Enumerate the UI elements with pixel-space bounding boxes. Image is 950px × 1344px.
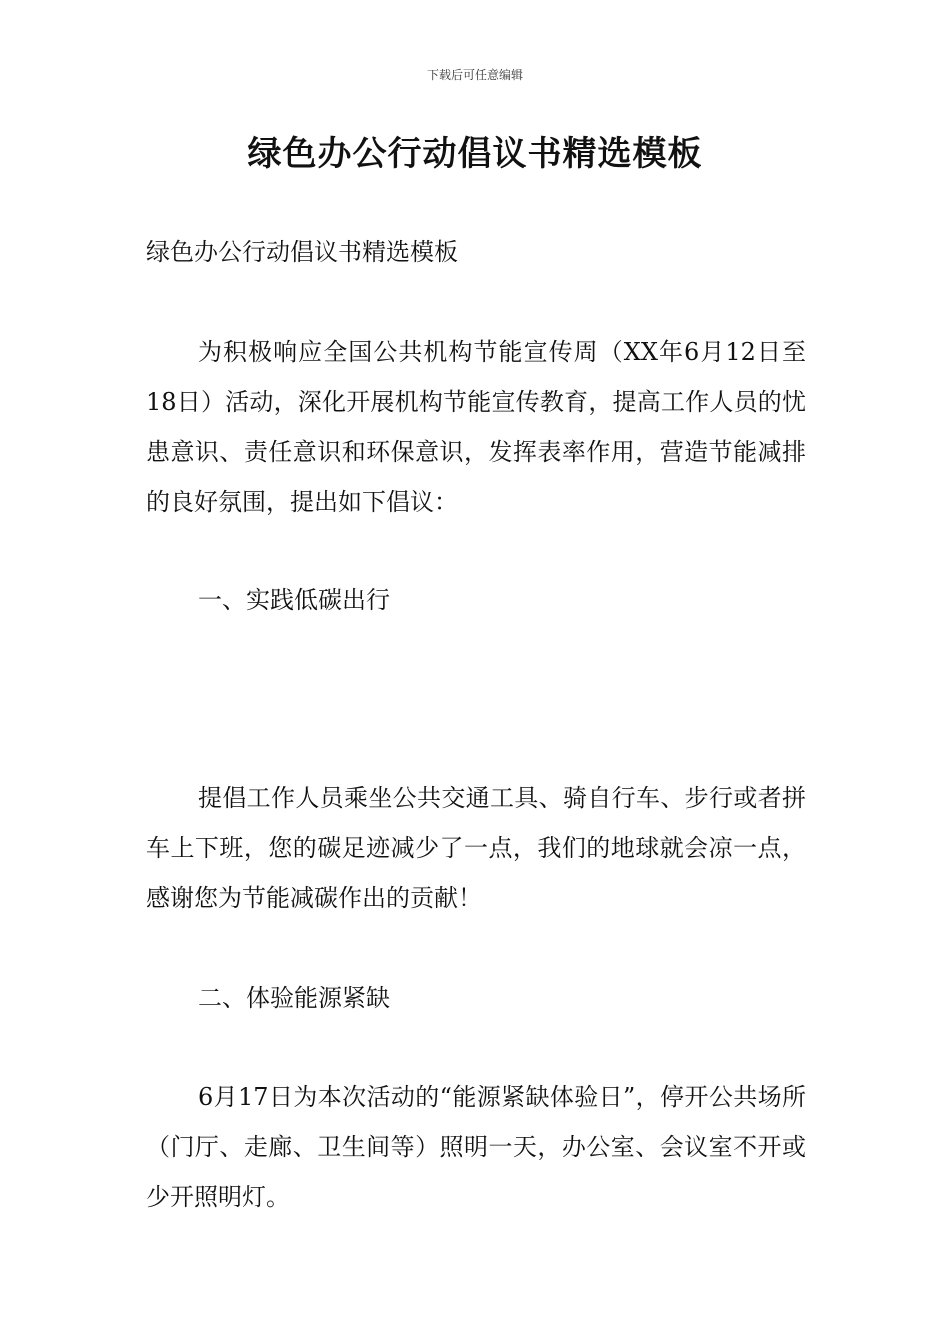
section-2-heading: 二、体验能源紧缺 <box>198 984 390 1012</box>
section-2-paragraph: 6月17日为本次活动的“能源紧缺体验日”，停开公共场所（门厅、走廊、卫生间等）照明一天，办公室、会议室不开或少开照明灯。 <box>146 1083 806 1211</box>
document-title: 绿色办公行动倡议书精选模板 <box>247 134 703 174</box>
section-1-paragraph: 提倡工作人员乘坐公共交通工具、骑自行车、步行或者拼车上下班，您的碳足迹减少了一点，我们的地球就会凉一点，感谢您为节能减碳作出的贡献！ <box>146 784 806 912</box>
intro-paragraph: 为积极响应全国公共机构节能宣传周（XX年6月12日至18日）活动，深化开展机构节能宣传教育，提高工作人员的忧患意识、责任意识和环保意识，发挥表率作用，营造节能减排的良好氛围，提出如下倡议： <box>146 338 806 516</box>
document-subtitle: 绿色办公行动倡议书精选模板 <box>146 238 458 266</box>
section-1-heading: 一、实践低碳出行 <box>198 586 390 614</box>
header-note: 下载后可任意编辑 <box>426 68 523 82</box>
